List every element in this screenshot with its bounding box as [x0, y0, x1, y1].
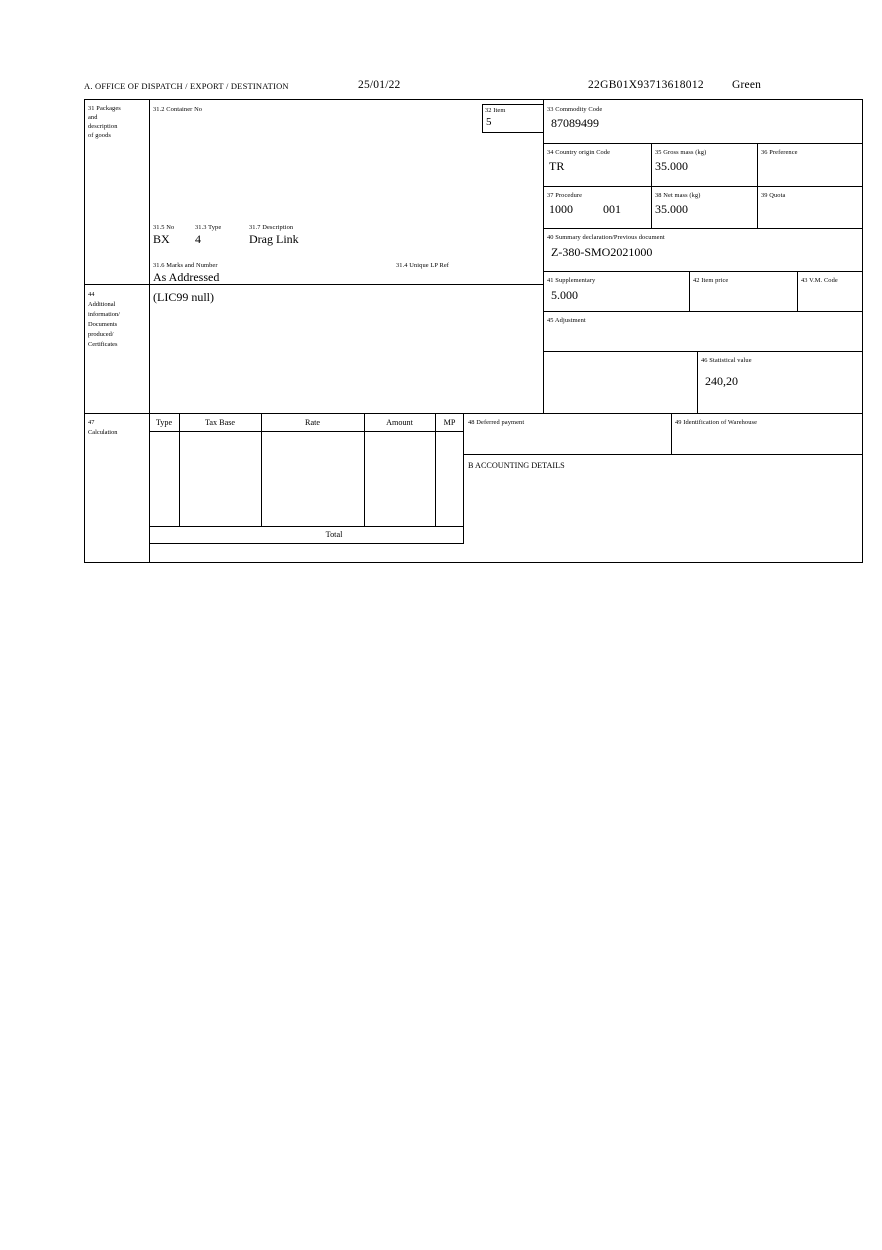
box-31-label: [88, 104, 150, 140]
calc-total-divider: [149, 526, 464, 527]
customs-declaration-frame: [84, 99, 863, 563]
divider-40-41: [543, 271, 862, 272]
divider-37-40: [543, 228, 862, 229]
box-35-value: 35.000: [655, 159, 688, 173]
calc-header-mp: MP: [443, 418, 456, 427]
box-49-label: 49 Identification of Warehouse: [675, 419, 758, 426]
box-42-label: 42 Item price: [693, 277, 729, 284]
box-32-value: 5: [486, 116, 492, 128]
box-38-label: 38 Net mass (kg): [655, 192, 701, 199]
box-31-label-line-3: description: [88, 123, 118, 130]
box-31-6-marks-value: As Addressed: [153, 270, 220, 284]
dispatch-date: 25/01/22: [358, 79, 401, 91]
divider-34-37: [543, 186, 862, 187]
box-46-value: 240,20: [705, 374, 738, 388]
box-31-label-line-2: and: [88, 114, 98, 121]
divider-34-35: [651, 143, 652, 186]
box-31-label-line-4: of goods: [88, 132, 111, 139]
box-33-value: 87089499: [551, 116, 599, 130]
box-31-5-no-label: 31.5 No: [153, 224, 175, 231]
box-41-label: 41 Supplementary: [547, 277, 596, 284]
box-47-label-line-1: 47: [88, 419, 95, 426]
calc-col-divider-amount: [435, 413, 436, 526]
route-lane: Green: [732, 79, 762, 91]
box-31-5-no-value: BX: [153, 232, 170, 246]
calc-col-divider-rate: [364, 413, 365, 526]
box-34-value: TR: [549, 159, 565, 173]
box-41-value: 5.000: [551, 288, 578, 302]
divider-33-34: [543, 143, 862, 144]
divider-37-38: [651, 186, 652, 228]
box-44-value: (LIC99 null): [153, 290, 214, 304]
box-46-label: 46 Statistical value: [701, 357, 752, 364]
divider-48-49: [671, 413, 672, 454]
box-31-2-container-no-label: 31.2 Container No: [153, 106, 203, 113]
calc-header-tax-base: Tax Base: [204, 418, 236, 427]
box-31-3-type-label: 31.3 Type: [195, 224, 222, 231]
box-47-label-line-2: Calculation: [88, 429, 118, 436]
box-48-label: 48 Deferred payment: [468, 419, 525, 426]
box-31-3-type-value: 4: [195, 232, 201, 246]
calc-header-divider: [149, 431, 464, 432]
box-38-value: 35.000: [655, 202, 688, 216]
box-34-label: 34 Country origin Code: [547, 149, 611, 156]
box-31-4-unique-ref-label: 31.4 Unique LP Ref: [396, 262, 450, 269]
box-44-label-line-2: Additional: [88, 301, 116, 308]
box-31-label-line-1: 31 Packages: [88, 105, 121, 112]
box-44-label-line-4: Documents: [88, 321, 118, 328]
box-31-7-description-label: 31.7 Description: [249, 224, 294, 231]
box-45-label: 45 Adjustment: [547, 317, 586, 324]
calc-total-label: Total: [325, 530, 343, 539]
box-44-label-line-1: 44: [88, 291, 95, 298]
office-of-dispatch-label: A. OFFICE OF DISPATCH / EXPORT / DESTINATION: [84, 81, 289, 91]
divider-38-39: [757, 186, 758, 228]
divider-41-42: [689, 271, 690, 311]
calc-header-type: Type: [155, 418, 173, 427]
divider-41-45: [543, 311, 862, 312]
box-47-label: [88, 418, 148, 438]
box-46-dotted-divider: [543, 351, 544, 413]
divider-45-46: [543, 351, 862, 352]
calc-col-divider-taxbase: [261, 413, 262, 526]
divider-45-46-vertical: [697, 351, 698, 413]
box-44-label-line-5: produced/: [88, 331, 114, 338]
box-40-value: Z-380-SMO2021000: [551, 245, 653, 259]
box-40-label: 40 Summary declaration/Previous document: [547, 234, 665, 241]
divider-48-b: [464, 454, 862, 455]
divider-35-36: [757, 143, 758, 186]
box-37-value-1: 1000: [549, 202, 573, 216]
box-b-label: B ACCOUNTING DETAILS: [468, 461, 565, 470]
calc-header-rate: Rate: [304, 418, 320, 427]
header-row: [84, 80, 863, 96]
box-32-item: [482, 104, 544, 133]
box-43-label: 43 V.M. Code: [801, 277, 838, 284]
box-33-label: 33 Commodity Code: [547, 106, 603, 113]
box-32-label: 32 Item: [485, 107, 506, 114]
box-44-label: [88, 290, 152, 350]
divider-42-43: [797, 271, 798, 311]
box-44-label-line-6: Certificates: [88, 341, 118, 348]
calc-col-divider-type: [179, 413, 180, 526]
box-37-value-2: 001: [603, 202, 621, 216]
box-39-label: 39 Quota: [761, 192, 786, 199]
box-36-label: 36 Preference: [761, 149, 798, 156]
box-31-7-description-value: Drag Link: [249, 232, 299, 246]
box-31-6-marks-label: 31.6 Marks and Number: [153, 262, 218, 269]
box-44-label-line-3: information/: [88, 311, 120, 318]
calc-header-amount: Amount: [386, 418, 413, 427]
movement-reference-number: 22GB01X93713618012: [588, 79, 704, 91]
box-37-label: 37 Procedure: [547, 192, 583, 199]
box-35-label: 35 Gross mass (kg): [655, 149, 707, 156]
box-47-calculation-table: [149, 413, 464, 544]
